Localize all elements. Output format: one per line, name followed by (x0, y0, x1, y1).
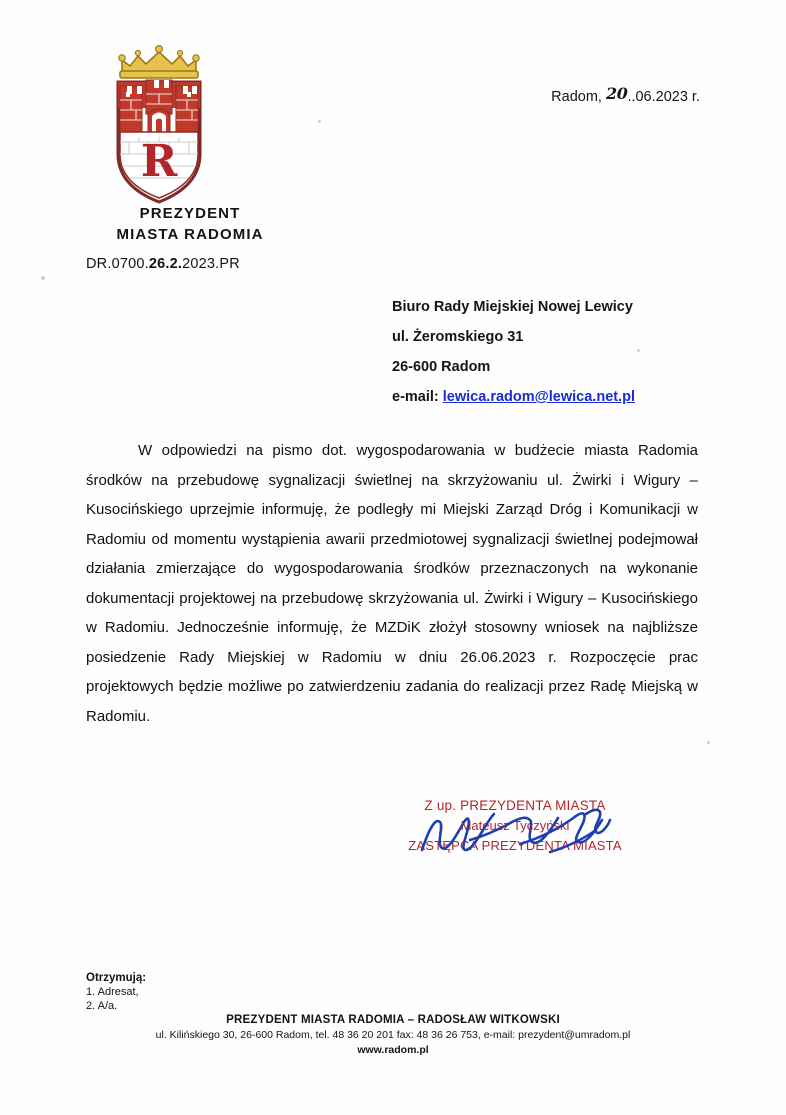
recipients-item-2: 2. A/a. (86, 1000, 118, 1012)
signature-on-behalf: Z up. PREZYDENTA MIASTA (424, 798, 606, 813)
office-title-line2: MIASTA RADOMIA (116, 226, 264, 243)
crown-icon (119, 46, 199, 78)
document-footer (0, 1012, 786, 1058)
reference-number (86, 256, 240, 272)
addressee-line-1: Biuro Rady Miejskiej Nowej Lewicy (392, 299, 633, 315)
addressee-block (392, 292, 635, 412)
coat-of-arms (104, 36, 214, 208)
reference-suffix: 2023.PR (182, 256, 240, 272)
reference-prefix: DR.0700. (86, 256, 149, 272)
footer-line-2: ul. Kilińskiego 30, 26-600 Radom, tel. 48 36 20 201 fax: 48 36 26 753, e-mail: prezydent@umradom.pl (155, 1029, 631, 1041)
place-label: Radom, (551, 89, 602, 105)
addressee-email-line (392, 382, 635, 412)
crest-letter: R (140, 136, 178, 187)
recipients-title: Otrzymują: (86, 972, 147, 984)
recipients-block (86, 971, 146, 1013)
footer-line-1: PREZYDENT MIASTA RADOMIA – RADOSŁAW WITKOWSKI (226, 1014, 560, 1026)
handwritten-day: 20 (605, 84, 628, 103)
date-rest: ..06.2023 r. (627, 89, 700, 105)
scan-speck (637, 349, 640, 352)
signature-block (400, 796, 630, 891)
signature-name: Mateusz Tyczyński (460, 818, 570, 833)
footer-line-3: www.radom.pl (357, 1044, 429, 1056)
reference-bold: 26.2. (148, 256, 183, 272)
place-and-date (551, 86, 700, 105)
addressee-line-2: ul. Żeromskiego 31 (392, 329, 524, 345)
office-title-line1: PREZYDENT (139, 205, 241, 222)
scan-speck (707, 741, 710, 744)
scan-speck (41, 276, 45, 280)
letter-body: W odpowiedzi na pismo dot. wygospodarowania w budżecie miasta Radomia środków na przebudowę sygnalizacji świetlnej na skrzyżowaniu ul. Żwirki i Wigury – Kusocińskiego uprzejmie informuję, że podległy mi Miejski Zarząd Dróg i Komunikacji w Radomiu od momentu wystąpienia awarii przedmiotowej sygnalizacji świetlnej podejmował działania zmierzające do wygospodarowania środków przeznaczonych na wykonanie dokumentacji projektowej na przebudowę skrzyżowania ul. Żwirki i Wigury – Kusocińskiego w Radomiu. Jednocześnie informuję, że MZDiK złożył stosowny wniosek na najbliższe posiedzenie Rady Miejskiej w Radomiu w dniu 26.06.2023 r. Rozpoczęcie prac projektowych będzie możliwe po zatwierdzeniu zadania do realizacji przez Radę Miejską w Radomiu. (86, 442, 698, 725)
email-label: e-mail: (392, 389, 443, 405)
recipients-item-1: 1. Adresat, (86, 986, 139, 998)
email-link[interactable]: lewica.radom@lewica.net.pl (442, 389, 635, 405)
signature-role: ZASTĘPCA PREZYDENTA MIASTA (408, 838, 622, 853)
addressee-line-3: 26-600 Radom (392, 359, 491, 375)
scan-speck (318, 120, 321, 123)
office-title (90, 203, 290, 245)
